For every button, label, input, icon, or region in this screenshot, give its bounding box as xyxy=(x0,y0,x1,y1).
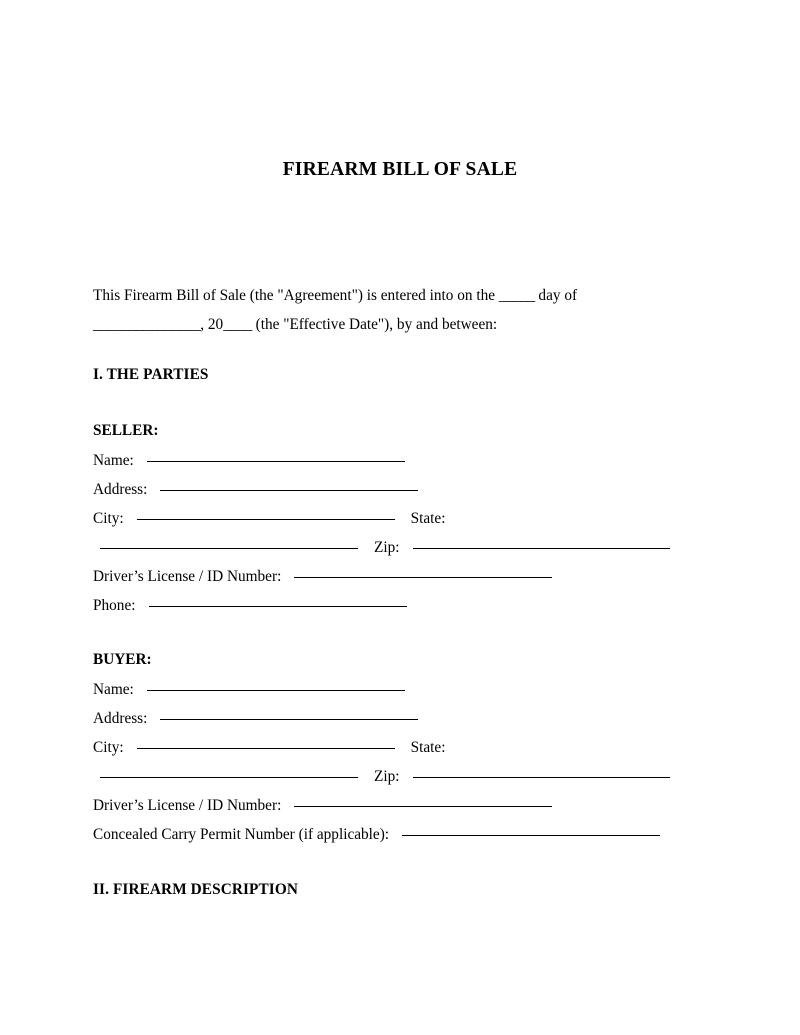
intro-month-blank: _______________ xyxy=(93,316,201,333)
seller-zip-input-rule[interactable] xyxy=(413,548,670,549)
seller-state-input-rule[interactable] xyxy=(100,548,358,549)
buyer-name-label: Name: xyxy=(93,681,134,698)
section-heading-firearm-description: II. FIREARM DESCRIPTION xyxy=(93,881,299,898)
buyer-city-input-rule[interactable] xyxy=(137,748,395,749)
intro-day-blank: _____ xyxy=(498,287,535,304)
seller-address-input-rule[interactable] xyxy=(160,490,418,491)
buyer-zip-label: Zip: xyxy=(374,768,400,785)
buyer-name-row xyxy=(93,681,405,703)
page-title: FIREARM BILL OF SALE xyxy=(282,159,518,180)
seller-dl-label: Driver’s License / ID Number: xyxy=(93,568,282,585)
intro-line1-text: This Firearm Bill of Sale (the "Agreement") is entered into on the xyxy=(93,287,499,304)
buyer-dl-input-rule[interactable] xyxy=(294,806,552,807)
buyer-address-row xyxy=(93,710,418,732)
buyer-zip-input-rule[interactable] xyxy=(413,777,670,778)
buyer-state-zip-row xyxy=(100,768,670,790)
seller-name-row xyxy=(93,452,405,474)
seller-state-label: State: xyxy=(410,510,446,527)
intro-line1-tail: day of xyxy=(534,287,578,304)
buyer-state-label: State: xyxy=(410,739,446,756)
buyer-city-state-row xyxy=(93,739,445,761)
seller-state-zip-row xyxy=(100,539,670,561)
buyer-permit-row xyxy=(93,826,660,848)
seller-phone-label: Phone: xyxy=(93,597,136,614)
seller-city-label: City: xyxy=(93,510,124,527)
buyer-address-label: Address: xyxy=(93,710,148,727)
intro-paragraph xyxy=(93,281,673,339)
buyer-name-input-rule[interactable] xyxy=(147,690,405,691)
buyer-dl-row xyxy=(93,797,552,819)
buyer-heading: BUYER: xyxy=(93,651,152,668)
seller-zip-label: Zip: xyxy=(374,539,400,556)
buyer-permit-input-rule[interactable] xyxy=(402,835,660,836)
buyer-permit-label: Concealed Carry Permit Number (if applicable): xyxy=(93,826,390,843)
seller-dl-input-rule[interactable] xyxy=(294,577,552,578)
buyer-city-label: City: xyxy=(93,739,124,756)
seller-heading: SELLER: xyxy=(93,422,159,439)
seller-address-row xyxy=(93,481,418,503)
buyer-dl-label: Driver’s License / ID Number: xyxy=(93,797,282,814)
seller-phone-input-rule[interactable] xyxy=(149,606,407,607)
seller-city-state-row xyxy=(93,510,445,532)
intro-line2-tail: (the "Effective Date"), by and between: xyxy=(251,316,498,333)
intro-year-prefix: , 20 xyxy=(200,316,224,333)
buyer-state-input-rule[interactable] xyxy=(100,777,358,778)
seller-phone-row xyxy=(93,597,407,619)
buyer-address-input-rule[interactable] xyxy=(160,719,418,720)
section-heading-parties: I. THE PARTIES xyxy=(93,366,209,383)
intro-year-blank: ____ xyxy=(223,316,252,333)
seller-name-label: Name: xyxy=(93,452,134,469)
seller-city-input-rule[interactable] xyxy=(137,519,395,520)
seller-dl-row xyxy=(93,568,552,590)
seller-address-label: Address: xyxy=(93,481,148,498)
seller-name-input-rule[interactable] xyxy=(147,461,405,462)
